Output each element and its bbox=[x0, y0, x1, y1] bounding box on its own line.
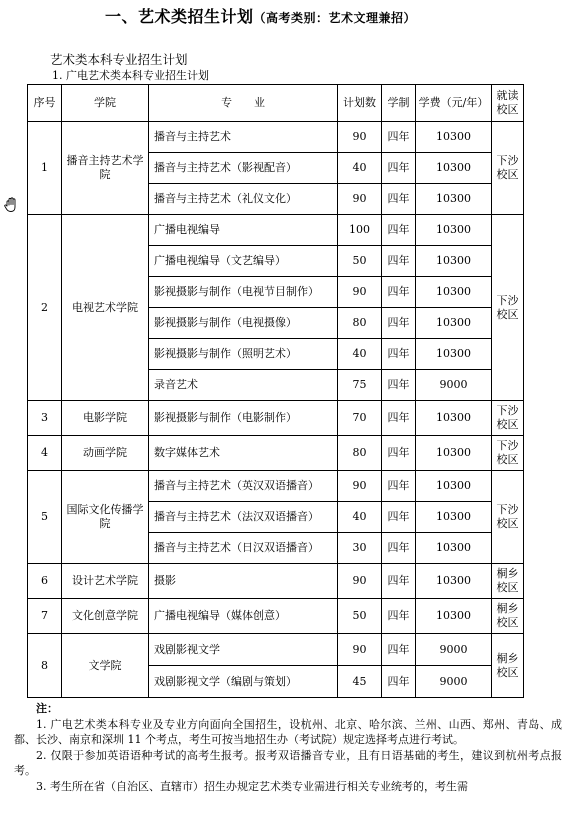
note-item: 3. 考生所在省（自治区、直辖市）招生办规定艺术类专业需进行相关专业统考的，考生需 bbox=[36, 779, 468, 793]
row-fee: 10300 bbox=[416, 122, 492, 153]
row-duration: 四年 bbox=[382, 471, 416, 502]
row-duration: 四年 bbox=[382, 339, 416, 370]
table-row bbox=[28, 122, 524, 153]
row-fee: 10300 bbox=[416, 246, 492, 277]
notes-section bbox=[14, 701, 562, 794]
row-plan: 90 bbox=[338, 184, 382, 215]
row-plan: 50 bbox=[338, 246, 382, 277]
table-row bbox=[28, 634, 524, 666]
row-plan: 70 bbox=[338, 401, 382, 436]
row-duration: 四年 bbox=[382, 215, 416, 246]
header-duration: 学制 bbox=[382, 85, 416, 122]
row-duration: 四年 bbox=[382, 599, 416, 634]
row-campus: 桐乡校区 bbox=[492, 634, 524, 698]
notes-heading: 注： bbox=[36, 702, 58, 715]
row-major: 录音艺术 bbox=[149, 370, 338, 401]
row-no: 4 bbox=[28, 436, 62, 471]
row-fee: 10300 bbox=[416, 153, 492, 184]
row-duration: 四年 bbox=[382, 246, 416, 277]
table-row bbox=[28, 599, 524, 634]
row-duration: 四年 bbox=[382, 436, 416, 471]
row-no: 6 bbox=[28, 564, 62, 599]
row-plan: 40 bbox=[338, 339, 382, 370]
row-duration: 四年 bbox=[382, 634, 416, 666]
row-major: 播音与主持艺术 bbox=[149, 122, 338, 153]
row-plan: 40 bbox=[338, 502, 382, 533]
table-row bbox=[28, 215, 524, 246]
row-major: 数字媒体艺术 bbox=[149, 436, 338, 471]
row-no: 2 bbox=[28, 215, 62, 401]
row-fee: 10300 bbox=[416, 184, 492, 215]
row-major: 影视摄影与制作（电影制作） bbox=[149, 401, 338, 436]
row-no: 8 bbox=[28, 634, 62, 698]
row-fee: 10300 bbox=[416, 308, 492, 339]
table-row bbox=[28, 401, 524, 436]
row-plan: 45 bbox=[338, 666, 382, 698]
row-college: 播音主持艺术学院 bbox=[62, 122, 149, 215]
row-fee: 10300 bbox=[416, 277, 492, 308]
row-campus: 桐乡校区 bbox=[492, 564, 524, 599]
row-fee: 10300 bbox=[416, 599, 492, 634]
row-duration: 四年 bbox=[382, 308, 416, 339]
row-fee: 10300 bbox=[416, 502, 492, 533]
table-header-row bbox=[28, 85, 524, 122]
note-item: 1. 广电艺术类本科专业及专业方向面向全国招生，设杭州、北京、哈尔滨、兰州、山西、郑州、青岛、成都、长沙、南京和深圳 11 个考点，考生可按当地招生办（考试院）规定选择考点进行考试。 bbox=[14, 717, 562, 746]
row-major: 戏剧影视文学（编剧与策划） bbox=[149, 666, 338, 698]
row-plan: 40 bbox=[338, 153, 382, 184]
row-fee: 10300 bbox=[416, 401, 492, 436]
row-plan: 90 bbox=[338, 277, 382, 308]
table-row bbox=[28, 471, 524, 502]
row-duration: 四年 bbox=[382, 401, 416, 436]
row-college: 动画学院 bbox=[62, 436, 149, 471]
row-duration: 四年 bbox=[382, 184, 416, 215]
row-duration: 四年 bbox=[382, 122, 416, 153]
title-sub: （高考类别：艺术文理兼招） bbox=[253, 11, 417, 25]
row-no: 5 bbox=[28, 471, 62, 564]
header-fee: 学费（元/年） bbox=[416, 85, 492, 122]
row-fee: 9000 bbox=[416, 370, 492, 401]
row-college: 国际文化传播学院 bbox=[62, 471, 149, 564]
row-plan: 30 bbox=[338, 533, 382, 564]
row-duration: 四年 bbox=[382, 153, 416, 184]
row-fee: 9000 bbox=[416, 666, 492, 698]
row-fee: 10300 bbox=[416, 471, 492, 502]
row-plan: 75 bbox=[338, 370, 382, 401]
row-major: 影视摄影与制作（照明艺术） bbox=[149, 339, 338, 370]
row-duration: 四年 bbox=[382, 502, 416, 533]
row-fee: 10300 bbox=[416, 215, 492, 246]
row-campus: 下沙校区 bbox=[492, 471, 524, 564]
row-duration: 四年 bbox=[382, 370, 416, 401]
row-campus: 下沙校区 bbox=[492, 401, 524, 436]
hand-pointer-icon bbox=[3, 196, 21, 214]
row-college: 电视艺术学院 bbox=[62, 215, 149, 401]
row-major: 广播电视编导（媒体创意） bbox=[149, 599, 338, 634]
header-campus: 就读校区 bbox=[492, 85, 524, 122]
row-major: 戏剧影视文学 bbox=[149, 634, 338, 666]
row-campus: 下沙校区 bbox=[492, 215, 524, 401]
row-major: 播音与主持艺术（影视配音） bbox=[149, 153, 338, 184]
table-row bbox=[28, 564, 524, 599]
row-plan: 90 bbox=[338, 122, 382, 153]
row-campus: 桐乡校区 bbox=[492, 599, 524, 634]
row-college: 电影学院 bbox=[62, 401, 149, 436]
row-campus: 下沙校区 bbox=[492, 122, 524, 215]
row-plan: 90 bbox=[338, 471, 382, 502]
row-fee: 10300 bbox=[416, 436, 492, 471]
row-major: 广播电视编导（文艺编导） bbox=[149, 246, 338, 277]
row-duration: 四年 bbox=[382, 564, 416, 599]
row-no: 3 bbox=[28, 401, 62, 436]
row-college: 文学院 bbox=[62, 634, 149, 698]
row-fee: 9000 bbox=[416, 634, 492, 666]
row-major: 播音与主持艺术（法汉双语播音） bbox=[149, 502, 338, 533]
row-major: 摄影 bbox=[149, 564, 338, 599]
row-fee: 10300 bbox=[416, 533, 492, 564]
row-plan: 80 bbox=[338, 436, 382, 471]
enrollment-plan-table bbox=[27, 84, 524, 698]
row-duration: 四年 bbox=[382, 666, 416, 698]
note-item: 2. 仅限于参加英语语种考试的高考生报考。报考双语播音专业，且有日语基础的考生，建议到杭州考点报考。 bbox=[14, 748, 562, 777]
row-major: 影视摄影与制作（电视节目制作） bbox=[149, 277, 338, 308]
row-major: 广播电视编导 bbox=[149, 215, 338, 246]
subsection-heading: 1. 广电艺术类本科专业招生计划 bbox=[52, 69, 209, 82]
row-college: 设计艺术学院 bbox=[62, 564, 149, 599]
row-campus: 下沙校区 bbox=[492, 436, 524, 471]
header-plan: 计划数 bbox=[338, 85, 382, 122]
row-duration: 四年 bbox=[382, 277, 416, 308]
row-plan: 90 bbox=[338, 564, 382, 599]
row-duration: 四年 bbox=[382, 533, 416, 564]
row-major: 播音与主持艺术（礼仪文化） bbox=[149, 184, 338, 215]
table-row bbox=[28, 436, 524, 471]
row-plan: 80 bbox=[338, 308, 382, 339]
row-fee: 10300 bbox=[416, 564, 492, 599]
row-college: 文化创意学院 bbox=[62, 599, 149, 634]
row-no: 1 bbox=[28, 122, 62, 215]
row-plan: 100 bbox=[338, 215, 382, 246]
title-main: 一、艺术类招生计划 bbox=[105, 7, 254, 26]
row-major: 播音与主持艺术（日汉双语播音） bbox=[149, 533, 338, 564]
row-plan: 90 bbox=[338, 634, 382, 666]
header-major: 专 业 bbox=[149, 85, 338, 122]
row-major: 影视摄影与制作（电视摄像） bbox=[149, 308, 338, 339]
row-major: 播音与主持艺术（英汉双语播音） bbox=[149, 471, 338, 502]
row-fee: 10300 bbox=[416, 339, 492, 370]
section-heading: 艺术类本科专业招生计划 bbox=[50, 52, 188, 67]
row-no: 7 bbox=[28, 599, 62, 634]
header-no: 序号 bbox=[28, 85, 62, 122]
page-title bbox=[105, 4, 416, 27]
row-plan: 50 bbox=[338, 599, 382, 634]
header-college: 学院 bbox=[62, 85, 149, 122]
